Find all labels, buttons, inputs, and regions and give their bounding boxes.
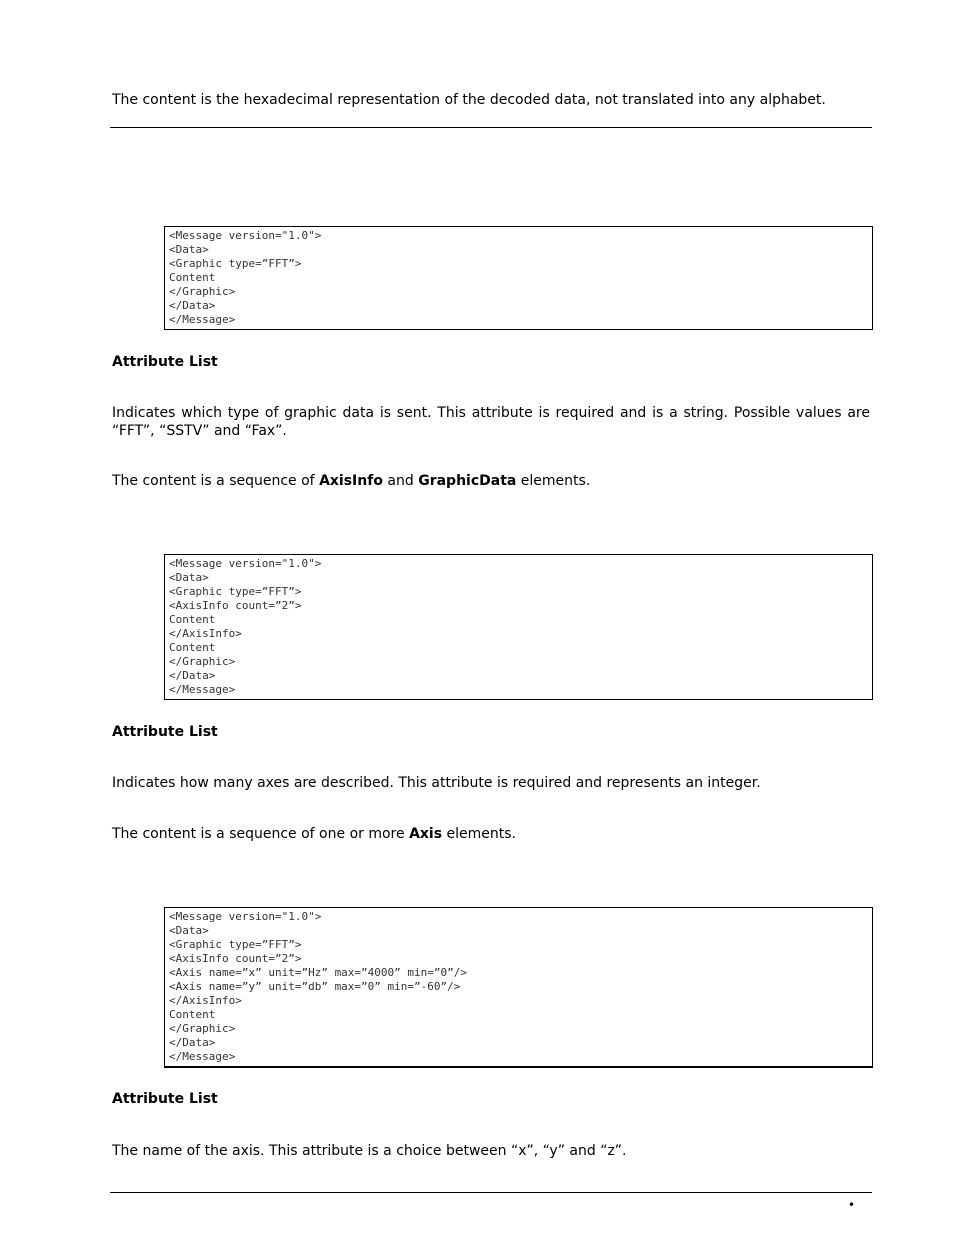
code-line: </AxisInfo>: [169, 627, 242, 640]
code-line: Content: [169, 1008, 216, 1021]
code-line: <AxisInfo count=”2”>: [169, 599, 302, 612]
code-line: <Message version="1.0">: [169, 229, 322, 242]
intro-paragraph: The content is the hexadecimal representation of the decoded data, not translated into any alphabet.: [112, 92, 826, 108]
code-line: </Message>: [169, 683, 236, 696]
code-line: <Message version="1.0">: [169, 910, 322, 923]
footer-rule: [110, 1192, 872, 1193]
axisinfo-content-text: elements.: [442, 826, 516, 842]
code-line: <Data>: [169, 924, 209, 937]
axis-name-description: The name of the axis. This attribute is a choice between “x”, “y” and “z”.: [112, 1143, 627, 1159]
code-line: </Graphic>: [169, 285, 236, 298]
graphic-attribute-list-heading: Attribute List: [112, 354, 218, 370]
code-line: Content: [169, 613, 216, 626]
graphic-content-description: [112, 472, 870, 490]
axisinfo-content-description: [112, 825, 870, 843]
axisinfo-code-example: [164, 554, 873, 700]
code-line: </AxisInfo>: [169, 994, 242, 1007]
code-line: <AxisInfo count=”2”>: [169, 952, 302, 965]
graphicdata-term: GraphicData: [418, 473, 517, 489]
code-line: <Axis name=”y” unit=”db” max=”0” min=”-60”/>: [169, 980, 461, 993]
code-line: <Graphic type=”FFT”>: [169, 585, 302, 598]
code-line: <Message version="1.0">: [169, 557, 322, 570]
axisinfo-count-description: Indicates how many axes are described. This attribute is required and represents an integer.: [112, 775, 761, 791]
code-line: <Data>: [169, 571, 209, 584]
footer-bullet: •: [848, 1198, 856, 1212]
code-line: <Data>: [169, 243, 209, 256]
graphic-content-text: The content is a sequence of: [112, 473, 320, 489]
code-line: <Graphic type=”FFT”>: [169, 257, 302, 270]
axisinfo-content-text: The content is a sequence of one or more: [112, 826, 410, 842]
code-line: </Data>: [169, 299, 216, 312]
code-line: <Axis name=”x” unit=”Hz” max=”4000” min=”0”/>: [169, 966, 468, 979]
code-line: </Graphic>: [169, 655, 236, 668]
code-line: </Message>: [169, 1050, 236, 1063]
code-line: Content: [169, 641, 216, 654]
axis-attribute-list-heading: Attribute List: [112, 1091, 218, 1107]
graphic-content-text: elements.: [516, 473, 591, 489]
code-line: </Data>: [169, 669, 216, 682]
graphic-type-description: Indicates which type of graphic data is sent. This attribute is required and is a string. Possible values are “FFT”, “SSTV” and “Fax”.: [112, 405, 870, 439]
axis-code-example: [164, 907, 873, 1068]
graphic-content-text: and: [382, 473, 419, 489]
axisinfo-term: AxisInfo: [319, 473, 383, 489]
code-line: Content: [169, 271, 216, 284]
axisinfo-attribute-list-heading: Attribute List: [112, 724, 218, 740]
code-line: <Graphic type=”FFT”>: [169, 938, 302, 951]
code-line: </Message>: [169, 313, 236, 326]
code-line: </Graphic>: [169, 1022, 236, 1035]
code-line: </Data>: [169, 1036, 216, 1049]
header-rule: [110, 127, 872, 128]
axis-term: Axis: [409, 826, 443, 842]
graphic-code-example: [164, 226, 873, 330]
